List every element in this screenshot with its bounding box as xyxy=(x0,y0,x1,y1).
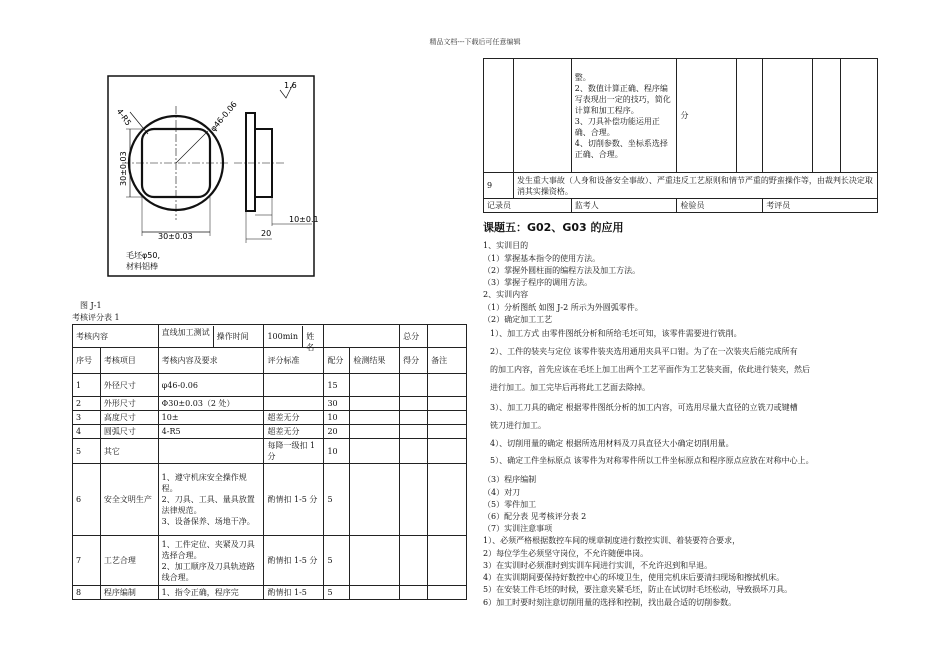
cell xyxy=(350,425,400,439)
text-line: （6）配分表 见考核评分表 2 xyxy=(483,512,587,521)
cell: 高度尺寸 xyxy=(100,411,158,425)
material-label: 材料铝棒 xyxy=(126,262,158,271)
text-line: 2、实训内容 xyxy=(483,290,529,299)
cell: 15 xyxy=(324,374,350,397)
cell: 整。 2、数值计算正确、程序编写表现出一定的技巧，简化计算和加工程序。 3、刀具补偿功能运用正确、合理。 4、切削参数、坐标系选择正确、合理。 xyxy=(571,59,677,173)
table-row xyxy=(484,59,878,173)
cell: 操作时间 xyxy=(216,331,249,341)
cell: 序号 xyxy=(73,348,101,374)
dia-label: φ46-0.06 xyxy=(208,99,239,134)
section-title: 课题五：G02、G03 的应用 xyxy=(483,221,624,234)
cell: 9 xyxy=(484,173,514,199)
cell: 4-R5 xyxy=(158,425,264,439)
cell: 4 xyxy=(73,425,101,439)
cell: 记录员 xyxy=(484,199,572,213)
cell xyxy=(264,397,324,411)
cell xyxy=(350,411,400,425)
table1-title: 考核评分表 1 xyxy=(72,313,120,322)
cell xyxy=(428,464,467,536)
text-line: 1）、加工方式 由零件图纸分析和所给毛坯可知，该零件需要进行铣削。 xyxy=(490,329,742,338)
cell: 姓名 xyxy=(306,331,315,352)
cell: 5 xyxy=(324,464,350,536)
text-line: （1）掌握基本指令的使用方法。 xyxy=(483,254,601,263)
cell: 8 xyxy=(73,586,101,600)
cell xyxy=(350,439,400,464)
cell: Φ30±0.03（2 处） xyxy=(158,397,264,411)
cell: 1、工件定位、夹紧及刀具选择合理。 2、加工顺序及刀具轨迹路线合理。 xyxy=(158,536,264,586)
cell: 酌情扣 1-5 xyxy=(264,586,324,600)
cell: 酌情扣 1-5 分 xyxy=(264,464,324,536)
cell: 备注 xyxy=(428,348,467,374)
cell: 工艺合理 xyxy=(100,536,158,586)
cell: 圆弧尺寸 xyxy=(100,425,158,439)
table-row xyxy=(73,464,467,536)
text-line: 3）、加工刀具的确定 根据零件图纸分析的加工内容，可选用尽量大直径的立铣刀或键槽 xyxy=(490,403,798,412)
table-row xyxy=(73,374,467,397)
cell: 5 xyxy=(324,536,350,586)
cell xyxy=(400,411,428,425)
cell: 检验员 xyxy=(677,199,763,213)
cell xyxy=(400,397,428,411)
width-dim: 30±0.03 xyxy=(158,232,193,241)
cell xyxy=(400,536,428,586)
cell: 100min xyxy=(264,326,303,347)
table-row xyxy=(73,411,467,425)
text-line: 6）加工时要时刻注意切削用量的选择和控制，找出最合适的切削参数。 xyxy=(483,598,737,607)
cell xyxy=(350,464,400,536)
text-line: 进行加工。加工完毕后再将此工艺面去除掉。 xyxy=(490,383,650,392)
cell xyxy=(428,425,467,439)
cell: 每降一级扣 1 分 xyxy=(264,439,324,464)
cell xyxy=(428,325,467,348)
table-row xyxy=(73,586,467,600)
text-line: 5）、确定工件坐标原点 该零件为对称零件所以工件坐标原点和程序原点应放在对称中心上。 xyxy=(490,456,814,465)
page-header: 精品文档---下载后可任意编辑 xyxy=(429,38,521,46)
height-dim: 30±0.03 xyxy=(119,151,128,186)
text-line: （4）对刀 xyxy=(483,488,521,497)
text-line: 1、实训目的 xyxy=(483,241,529,250)
cell: 评分标准 xyxy=(264,348,324,374)
text-line: （3）掌握子程序的调用方法。 xyxy=(483,278,593,287)
blank-label: 毛坯φ50, xyxy=(126,251,160,260)
cell: 10 xyxy=(324,439,350,464)
text-line: （3）程序编制 xyxy=(483,475,537,484)
text-line: 4）在实训期间要保持好数控中心的环境卫生，使用完机床后要清扫现场和擦拭机床。 xyxy=(483,573,785,582)
cell xyxy=(400,439,428,464)
cell: 监考人 xyxy=(571,199,677,213)
text-line: （2）确定加工工艺 xyxy=(483,315,553,324)
part-drawing xyxy=(108,76,319,276)
cell: 酌情扣 1-5 分 xyxy=(264,536,324,586)
cell xyxy=(428,586,467,600)
sign-row xyxy=(484,199,878,213)
r5-label: 4-R5 xyxy=(114,107,133,128)
text-line: 2）、工件的装夹与定位 该零件装夹选用通用夹具平口钳。为了在一次装夹后能完成所有 xyxy=(490,347,798,356)
cell xyxy=(400,425,428,439)
cell xyxy=(513,59,571,173)
ten-dim: 10±0.1 xyxy=(289,215,319,224)
cell: 直线加工测试 xyxy=(159,326,214,347)
cell xyxy=(428,536,467,586)
cell: 程序编制 xyxy=(100,586,158,600)
cell: 得分 xyxy=(400,348,428,374)
cell xyxy=(484,59,514,173)
cell: 30 xyxy=(324,397,350,411)
cell: 3 xyxy=(73,411,101,425)
text-line: （1）分析图纸 如图 J-2 所示为外圆弧零件。 xyxy=(483,303,643,312)
table-row xyxy=(73,536,467,586)
cell xyxy=(428,397,467,411)
text-line: （7）实训注意事项 xyxy=(483,524,553,533)
score-table-1 xyxy=(72,324,467,600)
cell xyxy=(264,374,324,397)
cell: 超差无分 xyxy=(264,425,324,439)
cell: 5 xyxy=(73,439,101,464)
cell: 分 xyxy=(677,59,737,173)
cell xyxy=(813,59,841,173)
cell: 考核项目 xyxy=(100,348,158,374)
cell: 其它 xyxy=(100,439,158,464)
header-row-2 xyxy=(73,348,467,374)
header-row-1 xyxy=(73,325,467,348)
roughness-label: 1.6 xyxy=(284,81,297,90)
cell xyxy=(350,536,400,586)
text-line: 1）、必须严格根据数控车间的规章制度进行数控实训、着装要符合要求， xyxy=(483,536,741,545)
cell: 7 xyxy=(73,536,101,586)
cell: 6 xyxy=(73,464,101,536)
table-row xyxy=(73,397,467,411)
cell: 5 xyxy=(324,586,350,600)
cell xyxy=(428,411,467,425)
cell xyxy=(350,397,400,411)
twenty-dim: 20 xyxy=(261,229,272,238)
text-line: 3）在实训时必须准时到实训车间进行实训，不允许迟到和早退。 xyxy=(483,561,713,570)
cell xyxy=(158,439,264,464)
figure-label: 图 J-1 xyxy=(80,301,102,310)
table-row xyxy=(484,173,878,199)
cell xyxy=(841,59,878,173)
cell: φ46-0.06 xyxy=(158,374,264,397)
cell xyxy=(763,59,813,173)
text-line: （2）掌握外圆柱面的编程方法及加工方法。 xyxy=(483,266,641,275)
cell: 2 xyxy=(73,397,101,411)
score-table-continued xyxy=(483,58,878,213)
cell xyxy=(737,59,763,173)
cell xyxy=(400,464,428,536)
cell: 10 xyxy=(324,411,350,425)
text-line: 4）、切削用量的确定 根据所选用材料及刀具直径大小确定切削用量。 xyxy=(490,439,734,448)
cell: 10± xyxy=(158,411,264,425)
cell: 1、指令正确，程序完 xyxy=(158,586,264,600)
table-row xyxy=(73,425,467,439)
table-row xyxy=(73,439,467,464)
cell xyxy=(350,374,400,397)
cell xyxy=(400,374,428,397)
cell: 配分 xyxy=(324,348,350,374)
cell: 超差无分 xyxy=(264,411,324,425)
cell xyxy=(428,374,467,397)
cell: 20 xyxy=(324,425,350,439)
cell: 总分 xyxy=(400,325,428,348)
cell: 安全文明生产 xyxy=(100,464,158,536)
cell: 1 xyxy=(73,374,101,397)
cell: 外径尺寸 xyxy=(100,374,158,397)
cell: 外形尺寸 xyxy=(100,397,158,411)
cell xyxy=(324,325,400,348)
cell xyxy=(158,325,264,348)
cell: 考评员 xyxy=(763,199,878,213)
cell xyxy=(400,586,428,600)
cell: 考核内容 xyxy=(73,325,159,348)
cell: 考核内容及要求 xyxy=(158,348,264,374)
cell: 发生重大事故（人身和设备安全事故）、严重违反工艺原则和情节严重的野蛮操作等，由裁判长决定取消其实操资格。 xyxy=(513,173,877,199)
text-line: 的加工内容，首先应该在毛坯上加工出两个工艺平面作为工艺装夹面，依此进行装夹，然后 xyxy=(490,365,810,374)
text-line: （5）零件加工 xyxy=(483,500,537,509)
cell: 1、遵守机床安全操作规程。 2、刀具、工具、量具放置法律规范。 3、设备保养、场地干净。 xyxy=(158,464,264,536)
cell: 检测结果 xyxy=(350,348,400,374)
text-line: 5）在安装工件毛坯的时候，要注意夹紧毛坯，防止在试切时毛坯松动，导致损坏刀具。 xyxy=(483,585,793,594)
text-line: 2）每位学生必须坚守岗位，不允许随便串岗。 xyxy=(483,549,649,558)
cell xyxy=(428,439,467,464)
cell xyxy=(264,325,324,352)
text-line: 铣刀进行加工。 xyxy=(490,421,546,430)
cell xyxy=(350,586,400,600)
